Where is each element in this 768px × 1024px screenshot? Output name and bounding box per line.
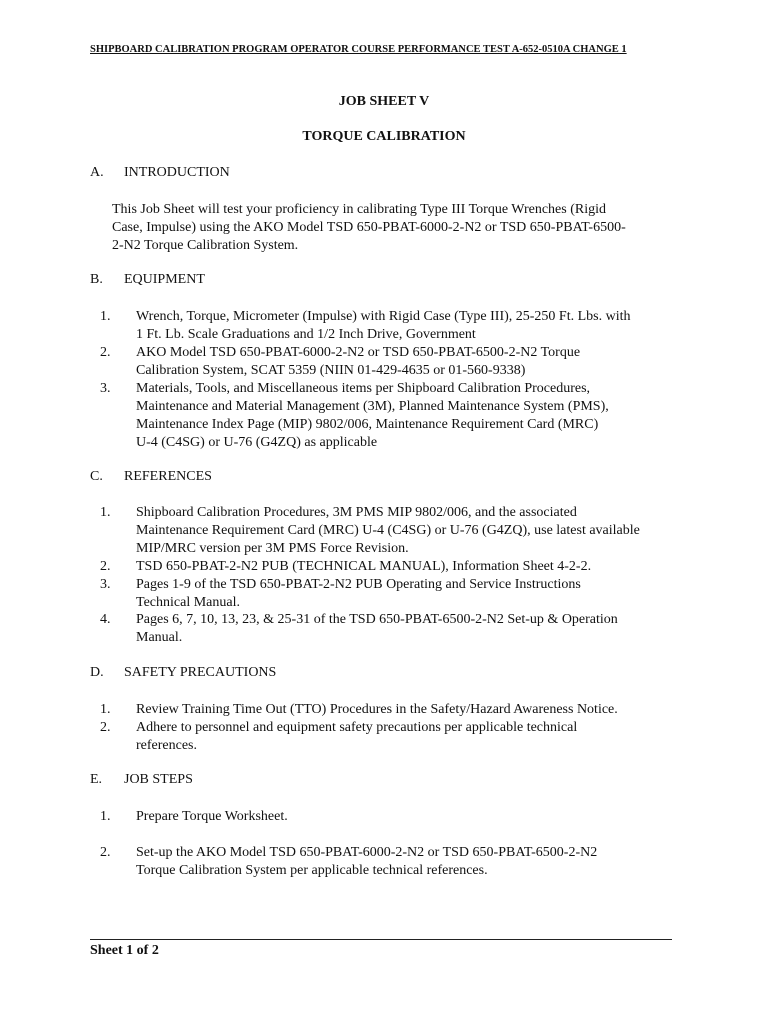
item-text (136, 344, 680, 380)
text-line: This Job Sheet will test your proficiency in calibrating Type III Torque Wrenches (Rigid (112, 202, 606, 217)
item-number: 3. (100, 381, 111, 396)
text-line: Torque Calibration System per applicable technical references. (136, 863, 488, 878)
section-title: JOB STEPS (124, 772, 193, 787)
subject-title: TORQUE CALIBRATION (302, 129, 466, 144)
introduction-paragraph (112, 201, 678, 255)
section-letter: D. (90, 665, 104, 680)
item-number: 2. (100, 345, 111, 360)
text-line: Case, Impulse) using the AKO Model TSD 650-PBAT-6000-2-N2 or TSD 650-PBAT-6500- (112, 220, 626, 235)
item-number: 1. (100, 505, 111, 520)
text-line: U-4 (C4SG) or U-76 (G4ZQ) as applicable (136, 435, 378, 450)
text-line: Adhere to personnel and equipment safety precautions per applicable technical (136, 720, 578, 735)
equipment-item (100, 380, 680, 452)
text-line: Prepare Torque Worksheet. (136, 809, 288, 824)
text-line: 2-N2 Torque Calibration System. (112, 238, 299, 253)
reference-item (100, 576, 680, 612)
text-line: Manual. (136, 630, 183, 645)
text-line: Materials, Tools, and Miscellaneous items per Shipboard Calibration Procedures, (136, 381, 591, 396)
item-text (136, 701, 680, 719)
item-text (136, 380, 680, 452)
text-line: 1 Ft. Lb. Scale Graduations and 1/2 Inch Drive, Government (136, 327, 476, 342)
text-line: Maintenance Index Page (MIP) 9802/006, Maintenance Requirement Card (MRC) (136, 417, 599, 432)
item-number: 2. (100, 559, 111, 574)
section-title: SAFETY PRECAUTIONS (124, 665, 277, 680)
job-sheet-title: JOB SHEET V (338, 94, 430, 109)
section-b-heading (90, 272, 205, 288)
item-text (136, 308, 680, 344)
item-number: 1. (100, 702, 111, 717)
reference-item (100, 611, 680, 647)
reference-item (100, 504, 680, 558)
text-line: Shipboard Calibration Procedures, 3M PMS MIP 9802/006, and the associated (136, 505, 577, 520)
section-title: INTRODUCTION (124, 165, 230, 180)
item-number: 2. (100, 845, 111, 860)
section-c-heading (90, 469, 212, 485)
item-number: 3. (100, 577, 111, 592)
text-line: references. (136, 738, 198, 753)
item-text (136, 844, 680, 880)
text-line: Wrench, Torque, Micrometer (Impulse) with Rigid Case (Type III), 25-250 Ft. Lbs. with (136, 309, 631, 324)
section-e-heading (90, 772, 193, 788)
text-line: MIP/MRC version per 3M PMS Force Revision. (136, 541, 409, 556)
text-line: TSD 650-PBAT-2-N2 PUB (TECHNICAL MANUAL), Information Sheet 4-2-2. (136, 559, 592, 574)
text-line: Maintenance and Material Management (3M), Planned Maintenance System (PMS), (136, 399, 609, 414)
item-text (136, 504, 680, 558)
job-step-item (100, 808, 680, 826)
section-a-heading (90, 165, 230, 181)
section-letter: B. (90, 272, 103, 287)
equipment-item (100, 308, 680, 344)
text-line: Review Training Time Out (TTO) Procedures in the Safety/Hazard Awareness Notice. (136, 702, 618, 717)
safety-item (100, 719, 680, 755)
text-line: Pages 1-9 of the TSD 650-PBAT-2-N2 PUB Operating and Service Instructions (136, 577, 581, 592)
equipment-item (100, 344, 680, 380)
item-number: 4. (100, 612, 111, 627)
footer-divider (90, 939, 672, 940)
item-number: 2. (100, 720, 111, 735)
text-line: Calibration System, SCAT 5359 (NIIN 01-429-4635 or 01-560-9338) (136, 363, 526, 378)
text-line: Technical Manual. (136, 595, 240, 610)
item-text (136, 558, 680, 576)
reference-item (100, 558, 680, 576)
safety-item (100, 701, 680, 719)
text-line: Maintenance Requirement Card (MRC) U-4 (C4SG) or U-76 (G4ZQ), use latest available (136, 523, 640, 538)
text-line: AKO Model TSD 650-PBAT-6000-2-N2 or TSD 650-PBAT-6500-2-N2 Torque (136, 345, 581, 360)
section-title: REFERENCES (124, 469, 212, 484)
text-line: Pages 6, 7, 10, 13, 23, & 25-31 of the TSD 650-PBAT-6500-2-N2 Set-up & Operation (136, 612, 618, 627)
item-number: 1. (100, 809, 111, 824)
section-letter: E. (90, 772, 103, 787)
item-number: 1. (100, 309, 111, 324)
text-line: Set-up the AKO Model TSD 650-PBAT-6000-2-N2 or TSD 650-PBAT-6500-2-N2 (136, 845, 598, 860)
item-text (136, 719, 680, 755)
running-header: SHIPBOARD CALIBRATION PROGRAM OPERATOR COURSE PERFORMANCE TEST A-652-0510A CHANGE 1 (90, 44, 627, 55)
item-text (136, 576, 680, 612)
section-title: EQUIPMENT (124, 272, 205, 287)
section-letter: A. (90, 165, 104, 180)
section-d-heading (90, 665, 276, 681)
item-text (136, 808, 680, 826)
job-step-item (100, 844, 680, 880)
sheet-number: Sheet 1 of 2 (90, 943, 159, 958)
item-text (136, 611, 680, 647)
section-letter: C. (90, 469, 103, 484)
